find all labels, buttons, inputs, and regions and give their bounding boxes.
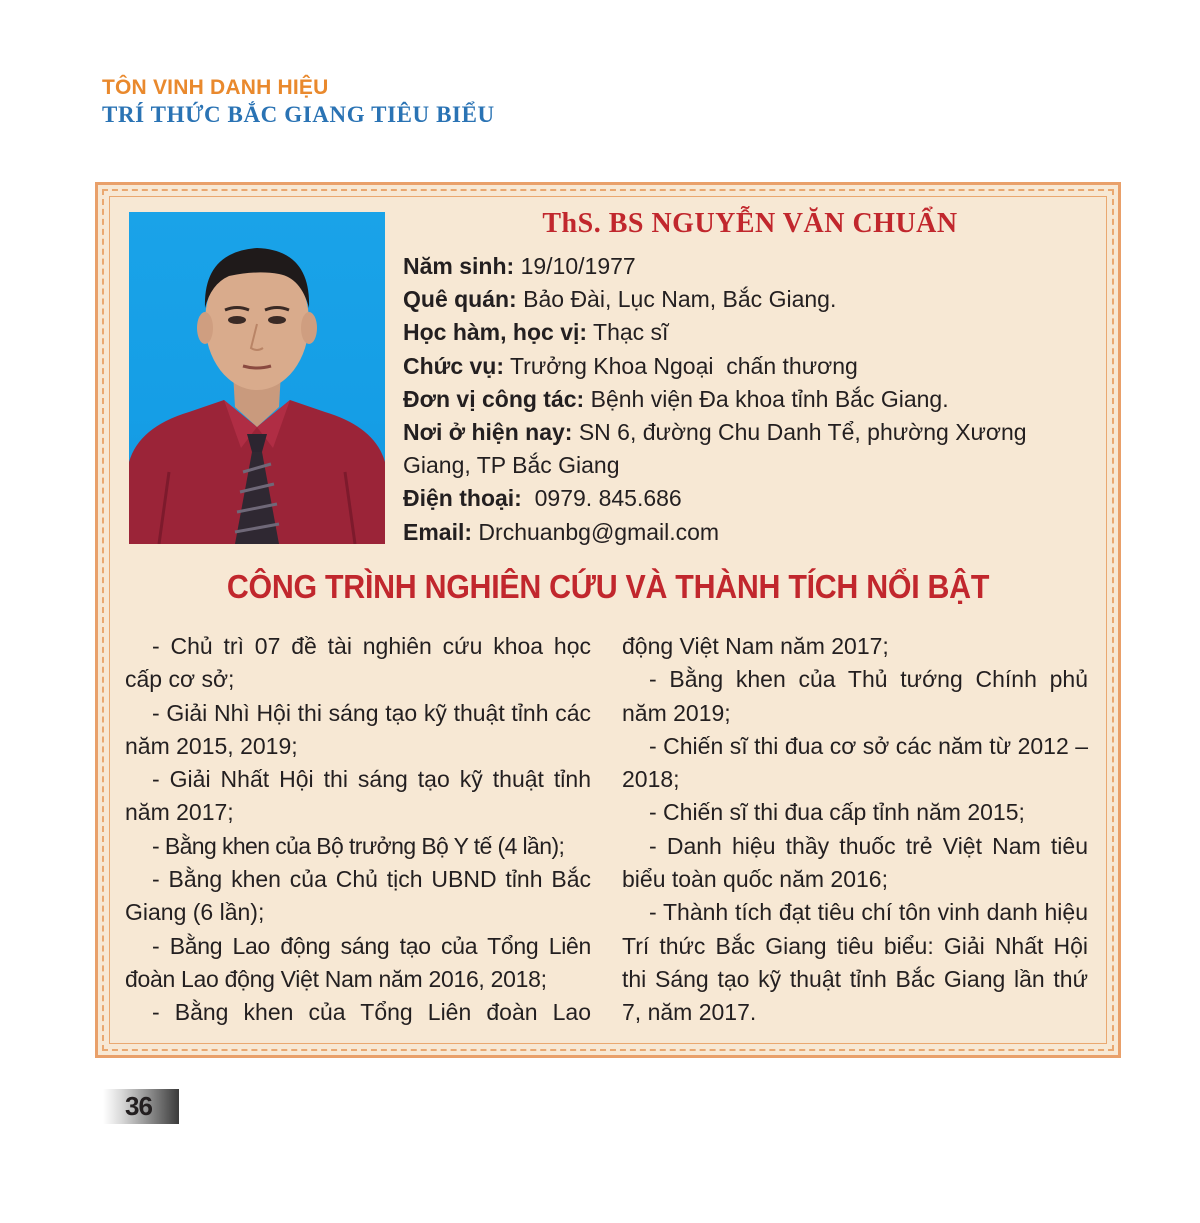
achievement-item: - Danh hiệu thầy thuốc trẻ Việt Nam tiêu biểu toàn quốc năm 2016; bbox=[622, 832, 1088, 893]
field-value: Trưởng Khoa Ngoại chấn thương bbox=[504, 352, 858, 379]
field-label: Đơn vị công tác: bbox=[403, 385, 585, 412]
field-value: Drchuanbg@gmail.com bbox=[472, 518, 720, 545]
position-row bbox=[403, 350, 1103, 383]
achievement-continuation: động Việt Nam năm 2017; bbox=[622, 633, 889, 659]
section-heading: TRÍ THỨC BẮC GIANG TIÊU BIỂU bbox=[102, 102, 495, 127]
achievement-item: - Bằng khen của Bộ trưởng Bộ Y tế (4 lần); bbox=[152, 832, 565, 859]
page-number: 36 bbox=[125, 1091, 152, 1121]
achievements-right-column bbox=[622, 630, 1088, 1030]
email-row bbox=[403, 516, 1103, 549]
field-label: Email: bbox=[403, 518, 473, 545]
achievements-left-column bbox=[125, 630, 591, 1030]
address-row bbox=[403, 416, 1093, 482]
section-kicker: TÔN VINH DANH HIỆU bbox=[102, 76, 329, 99]
field-value: SN 6, đường Chu Danh Tể, phường Xương Giang, TP Bắc Giang bbox=[403, 419, 1027, 479]
achievement-item: - Giải Nhất Hội thi sáng tạo kỹ thuật tỉnh năm 2017; bbox=[125, 766, 591, 826]
field-value: Bệnh viện Đa khoa tỉnh Bắc Giang. bbox=[584, 385, 949, 412]
field-label: Chức vụ: bbox=[403, 352, 504, 379]
achievements-title: CÔNG TRÌNH NGHIÊN CỨU VÀ THÀNH TÍCH NỔI BẬT bbox=[226, 568, 990, 605]
field-value: 0979. 845.686 bbox=[521, 485, 682, 512]
achievement-item: - Bằng khen của Tổng Liên đoàn Lao bbox=[152, 999, 591, 1026]
birth-date-row bbox=[403, 250, 1103, 283]
portrait-photo bbox=[129, 212, 385, 544]
person-name: ThS. BS NGUYỄN VĂN CHUẨN bbox=[542, 208, 958, 239]
page-number-badge bbox=[103, 1089, 179, 1124]
achievement-item: - Thành tích đạt tiêu chí tôn vinh danh hiệu Trí thức Bắc Giang tiêu biểu: Giải Nhất Hội thi Sáng tạo kỹ thuật tỉnh Bắc Giang lần thứ 7, năm 2017. bbox=[622, 899, 1088, 1026]
achievement-item: - Bằng khen của Thủ tướng Chính phủ năm 2019; bbox=[622, 666, 1088, 726]
achievement-item: - Bằng khen của Chủ tịch UBND tỉnh Bắc Giang (6 lần); bbox=[125, 866, 591, 926]
achievement-item: - Bằng Lao động sáng tạo của Tổng Liên đoàn Lao động Việt Nam năm 2016, 2018; bbox=[125, 932, 591, 992]
achievement-item: - Chủ trì 07 đề tài nghiên cứu khoa học cấp cơ sở; bbox=[125, 633, 591, 693]
field-value: Bảo Đài, Lục Nam, Bắc Giang. bbox=[516, 286, 837, 313]
profile-details bbox=[403, 250, 1103, 549]
portrait-illustration bbox=[129, 212, 385, 544]
workplace-row bbox=[403, 383, 1103, 416]
achievement-item: - Chiến sĩ thi đua cấp tỉnh năm 2015; bbox=[649, 799, 1025, 826]
field-value: Thạc sĩ bbox=[587, 319, 669, 346]
field-label: Quê quán: bbox=[403, 286, 517, 313]
phone-row bbox=[403, 482, 1103, 515]
field-label: Điện thoại: bbox=[403, 485, 522, 512]
achievement-item: - Giải Nhì Hội thi sáng tạo kỹ thuật tỉnh các năm 2015, 2019; bbox=[125, 699, 591, 759]
field-label: Nơi ở hiện nay: bbox=[403, 419, 573, 446]
field-value: 19/10/1977 bbox=[514, 253, 636, 279]
achievement-item: - Chiến sĩ thi đua cơ sở các năm từ 2012 – 2018; bbox=[622, 732, 1088, 793]
field-label: Học hàm, học vị: bbox=[403, 319, 588, 346]
degree-row bbox=[403, 316, 1103, 349]
hometown-row bbox=[403, 283, 1103, 316]
field-label: Năm sinh: bbox=[403, 253, 515, 279]
